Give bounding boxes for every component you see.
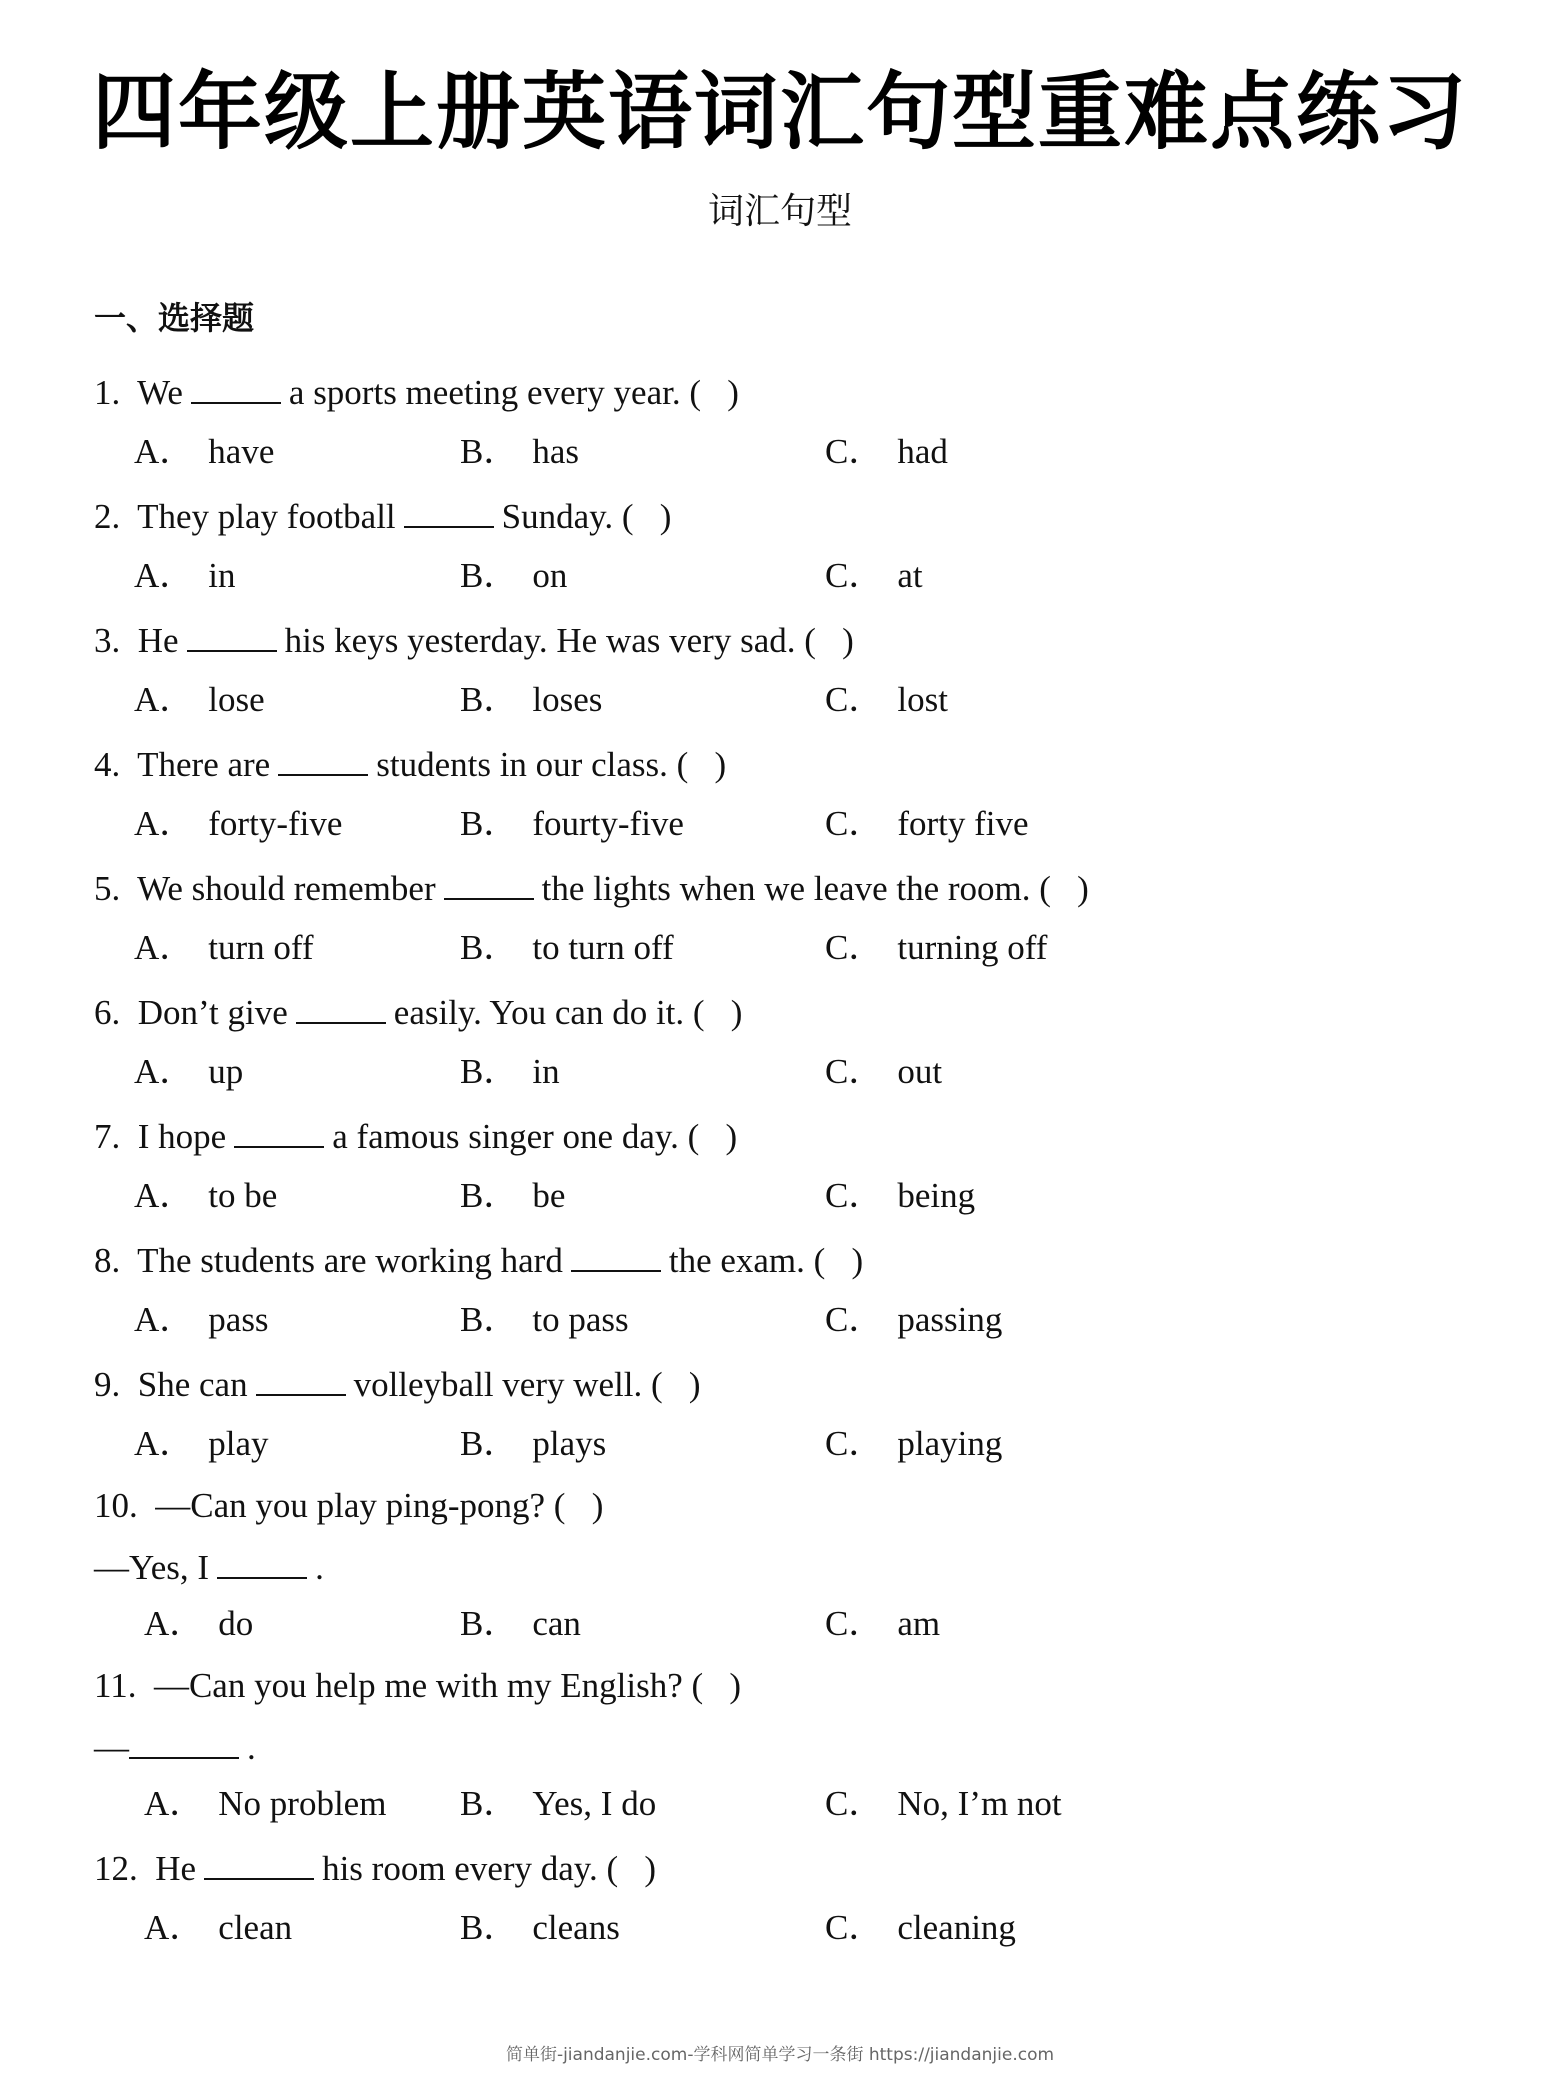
answer-blank bbox=[278, 744, 368, 776]
question-2: 2. They play football Sunday. ( ) bbox=[94, 497, 672, 536]
answer-blank bbox=[444, 868, 534, 900]
option-b: B． to turn off bbox=[460, 928, 674, 967]
option-a: A． No problem bbox=[144, 1784, 387, 1823]
question-3: 3. He his keys yesterday. He was very sad. ( ) bbox=[94, 621, 854, 660]
option-c: C． out bbox=[825, 1052, 943, 1091]
option-a: A． pass bbox=[134, 1300, 269, 1339]
answer-blank bbox=[217, 1547, 307, 1579]
option-c: C． forty five bbox=[825, 804, 1029, 843]
answer-blank bbox=[191, 372, 281, 404]
answer-blank bbox=[234, 1116, 324, 1148]
page-title: 四年级上册英语词汇句型重难点练习 bbox=[91, 63, 1468, 161]
option-a: A． in bbox=[134, 556, 236, 595]
page-subtitle: 词汇句型 bbox=[707, 191, 852, 232]
option-c: C． am bbox=[825, 1604, 941, 1643]
option-a: A． lose bbox=[134, 680, 265, 719]
option-c: C． at bbox=[825, 556, 923, 595]
option-b: B． loses bbox=[460, 680, 603, 719]
option-b: B． cleans bbox=[460, 1908, 620, 1947]
answer-blank bbox=[296, 992, 386, 1024]
answer-blank bbox=[204, 1848, 314, 1880]
option-b: B． can bbox=[460, 1604, 581, 1643]
question-7: 7. I hope a famous singer one day. ( ) bbox=[94, 1117, 738, 1156]
option-c: C． cleaning bbox=[825, 1908, 1016, 1947]
option-b: B． Yes, I do bbox=[460, 1784, 657, 1823]
option-b: B． fourty-five bbox=[460, 804, 684, 843]
option-a: A． turn off bbox=[134, 928, 314, 967]
option-b: B． in bbox=[460, 1052, 560, 1091]
answer-blank bbox=[571, 1240, 661, 1272]
question-10-reply: —Yes, I . bbox=[94, 1548, 324, 1587]
option-a: A． clean bbox=[144, 1908, 293, 1947]
option-a: A． do bbox=[144, 1604, 254, 1643]
question-11-reply: — . bbox=[94, 1728, 256, 1767]
option-c: C． had bbox=[825, 432, 948, 471]
question-4: 4. There are students in our class. ( ) bbox=[94, 745, 727, 784]
question-6: 6. Don’t give easily. You can do it. ( ) bbox=[94, 993, 743, 1032]
option-c: C． No, I’m not bbox=[825, 1784, 1062, 1823]
question-9: 9. She can volleyball very well. ( ) bbox=[94, 1365, 701, 1404]
section-heading: 一、选择题 bbox=[94, 299, 255, 337]
option-b: B． to pass bbox=[460, 1300, 629, 1339]
question-8: 8. The students are working hard the exam. ( ) bbox=[94, 1241, 864, 1280]
option-c: C． turning off bbox=[825, 928, 1048, 967]
option-c: C． being bbox=[825, 1176, 976, 1215]
option-a: A． have bbox=[134, 432, 275, 471]
option-a: A． to be bbox=[134, 1176, 278, 1215]
option-c: C． passing bbox=[825, 1300, 1003, 1339]
option-b: B． has bbox=[460, 432, 580, 471]
answer-blank bbox=[129, 1727, 239, 1759]
answer-blank bbox=[256, 1364, 346, 1396]
footer-watermark: 简单街-jiandanjie.com-学科网简单学习一条街 https://jiandanjie.com bbox=[505, 2045, 1055, 2065]
option-c: C． playing bbox=[825, 1424, 1003, 1463]
question-1: 1. We a sports meeting every year. ( ) bbox=[94, 373, 739, 412]
option-a: A． forty-five bbox=[134, 804, 343, 843]
answer-blank bbox=[404, 496, 494, 528]
question-12: 12. He his room every day. ( ) bbox=[94, 1849, 657, 1888]
option-b: B． plays bbox=[460, 1424, 607, 1463]
option-b: B． be bbox=[460, 1176, 566, 1215]
question-11: 11. —Can you help me with my English? ( ) bbox=[94, 1666, 742, 1705]
option-c: C． lost bbox=[825, 680, 948, 719]
answer-blank bbox=[187, 620, 277, 652]
option-b: B． on bbox=[460, 556, 568, 595]
option-a: A． up bbox=[134, 1052, 244, 1091]
option-a: A． play bbox=[134, 1424, 269, 1463]
question-5: 5. We should remember the lights when we leave the room. ( ) bbox=[94, 869, 1089, 908]
question-10: 10. —Can you play ping-pong? ( ) bbox=[94, 1486, 604, 1525]
